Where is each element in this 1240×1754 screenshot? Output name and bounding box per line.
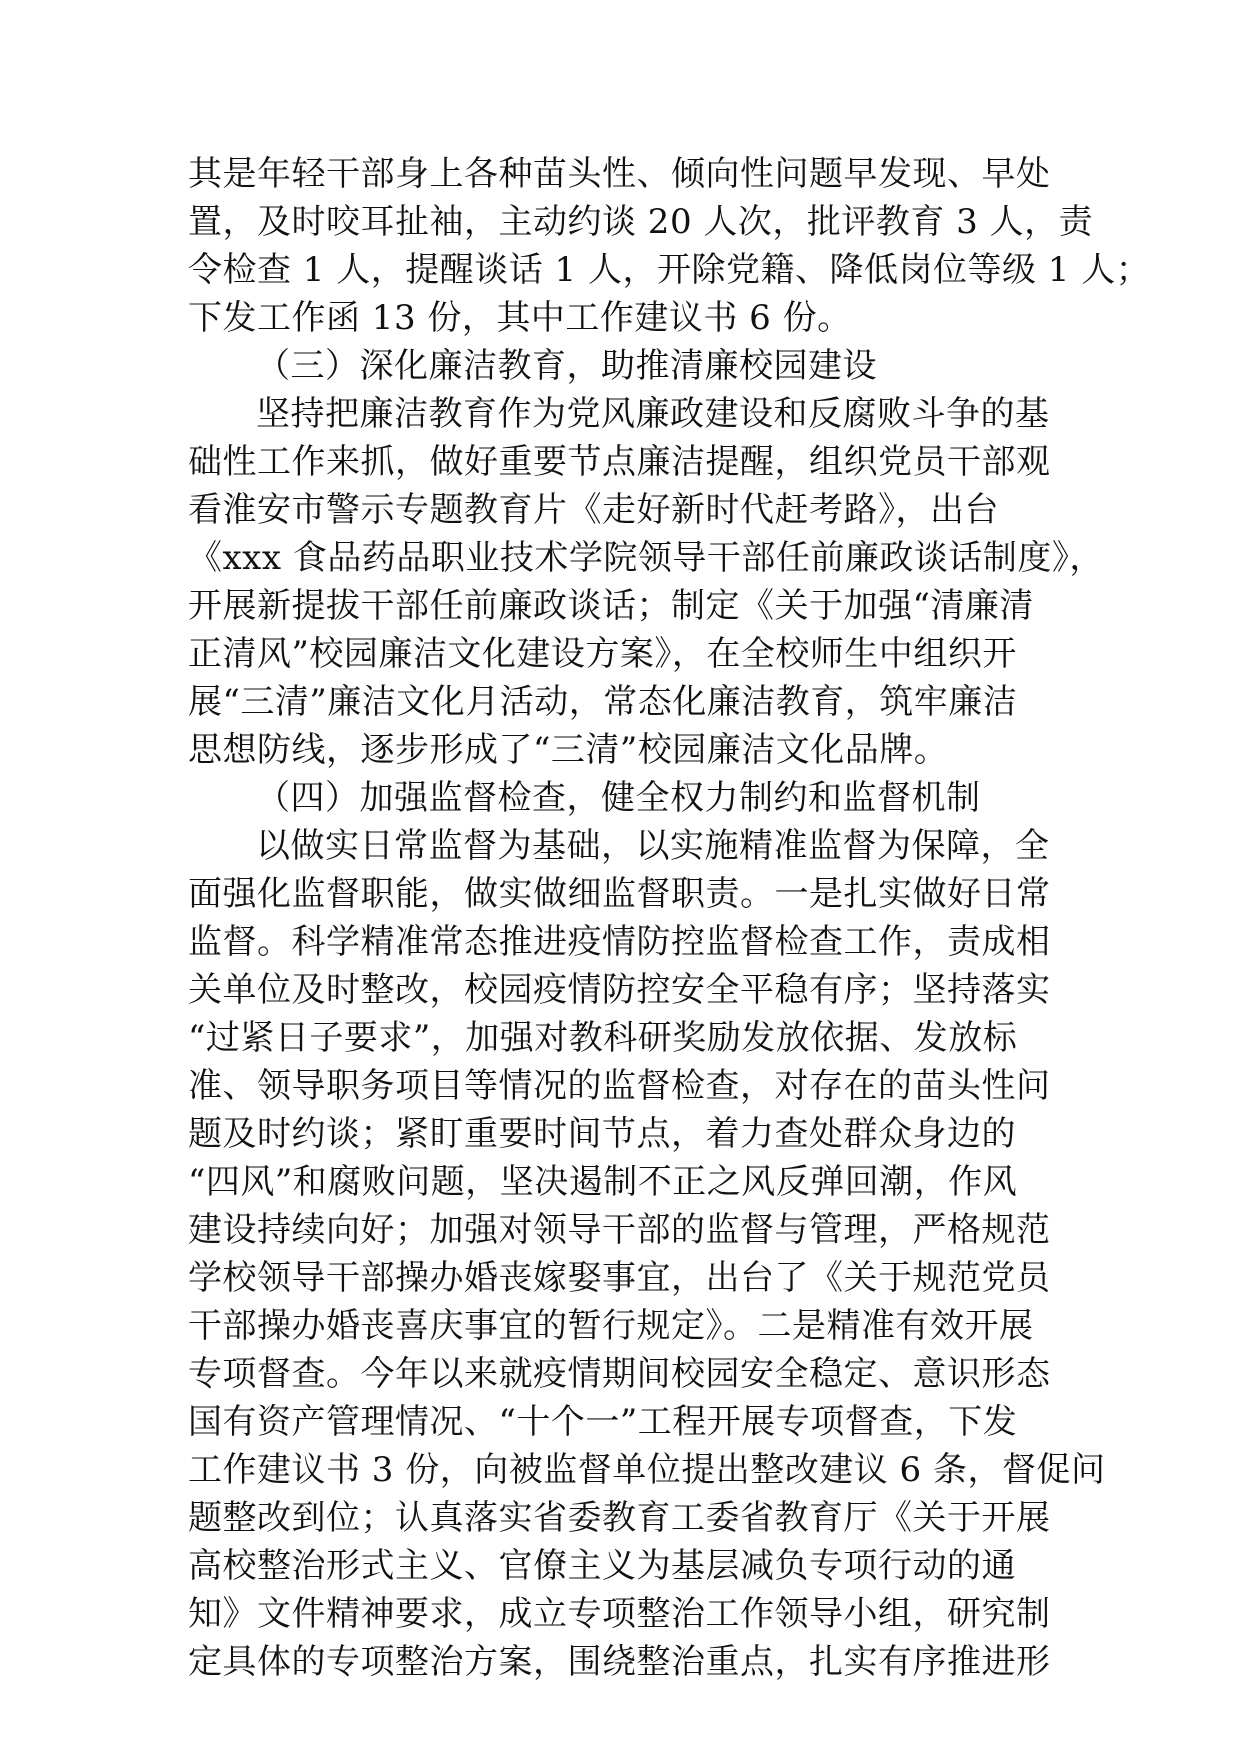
paragraph	[188, 390, 1104, 774]
text-line: 监督。科学精准常态推进疫情防控监督检查工作，责成相	[188, 922, 1051, 962]
text-line: 关单位及时整改，校园疫情防控安全平稳有序；坚持落实	[188, 970, 1051, 1010]
text-line: 定具体的专项整治方案，围绕整治重点，扎实有序推进形	[188, 1642, 1051, 1682]
document-body	[188, 150, 1151, 1686]
paragraph-continued	[188, 150, 1151, 342]
section-heading-4	[188, 774, 1078, 822]
text-line: 建设持续向好；加强对领导干部的监督与管理，严格规范	[188, 1210, 1051, 1250]
text-line: “四风”和腐败问题，坚决遏制不正之风反弹回潮，作风	[188, 1162, 1018, 1202]
text-line: “过紧日子要求”，加强对教科研奖励发放依据、发放标	[188, 1018, 1018, 1058]
text-line: 题整改到位；认真落实省委教育工委省教育厅《关于开展	[188, 1498, 1051, 1538]
heading-line: （三）深化廉洁教育，助推清廉校园建设	[256, 346, 877, 386]
text-line: 学校领导干部操办婚丧嫁娶事宜，出台了《关于规范党员	[188, 1258, 1051, 1298]
text-line: 专项督查。今年以来就疫情期间校园安全稳定、意识形态	[188, 1354, 1051, 1394]
text-line: 准、领导职务项目等情况的监督检查，对存在的苗头性问	[188, 1066, 1051, 1106]
text-line: 正清风”校园廉洁文化建设方案》，在全校师生中组织开	[188, 634, 1017, 674]
section-heading-3	[188, 342, 1078, 390]
text-line: 干部操办婚丧喜庆事宜的暂行规定》。二是精准有效开展	[188, 1306, 1034, 1346]
text-line: 础性工作来抓，做好重要节点廉洁提醒，组织党员干部观	[188, 442, 1051, 482]
text-line: 下发工作函 13 份，其中工作建议书 6 份。	[188, 298, 852, 338]
paragraph	[188, 822, 1106, 1686]
text-line: 其是年轻干部身上各种苗头性、倾向性问题早发现、早处	[188, 154, 1051, 194]
text-line: 令检查 1 人，提醒谈话 1 人，开除党籍、降低岗位等级 1 人；	[188, 250, 1151, 290]
text-line: 国有资产管理情况、“十个一”工程开展专项督查，下发	[188, 1402, 1018, 1442]
text-line: 面强化监督职能，做实做细监督职责。一是扎实做好日常	[188, 874, 1051, 914]
text-line: 看淮安市警示专题教育片《走好新时代赶考路》，出台	[188, 490, 999, 530]
text-line: 开展新提拔干部任前廉政谈话；制定《关于加强“清廉清	[188, 586, 1034, 626]
text-line: 置，及时咬耳扯袖，主动约谈 20 人次，批评教育 3 人，责	[188, 202, 1094, 242]
text-line: 思想防线，逐步形成了“三清”校园廉洁文化品牌。	[188, 730, 949, 770]
text-line: 以做实日常监督为基础，以实施精准监督为保障，全	[256, 826, 1050, 866]
text-line: 题及时约谈；紧盯重要时间节点，着力查处群众身边的	[188, 1114, 1016, 1154]
text-line: 知》文件精神要求，成立专项整治工作领导小组，研究制	[188, 1594, 1051, 1634]
text-line: 工作建议书 3 份，向被监督单位提出整改建议 6 条，督促问	[188, 1450, 1106, 1490]
text-line: 坚持把廉洁教育作为党风廉政建设和反腐败斗争的基	[256, 394, 1050, 434]
text-line: 展“三清”廉洁文化月活动，常态化廉洁教育，筑牢廉洁	[188, 682, 1018, 722]
text-line: 《xxx 食品药品职业技术学院领导干部任前廉政谈话制度》，	[188, 538, 1104, 578]
text-line: 高校整治形式主义、官僚主义为基层减负专项行动的通	[188, 1546, 1016, 1586]
heading-line: （四）加强监督检查，健全权力制约和监督机制	[256, 778, 981, 818]
